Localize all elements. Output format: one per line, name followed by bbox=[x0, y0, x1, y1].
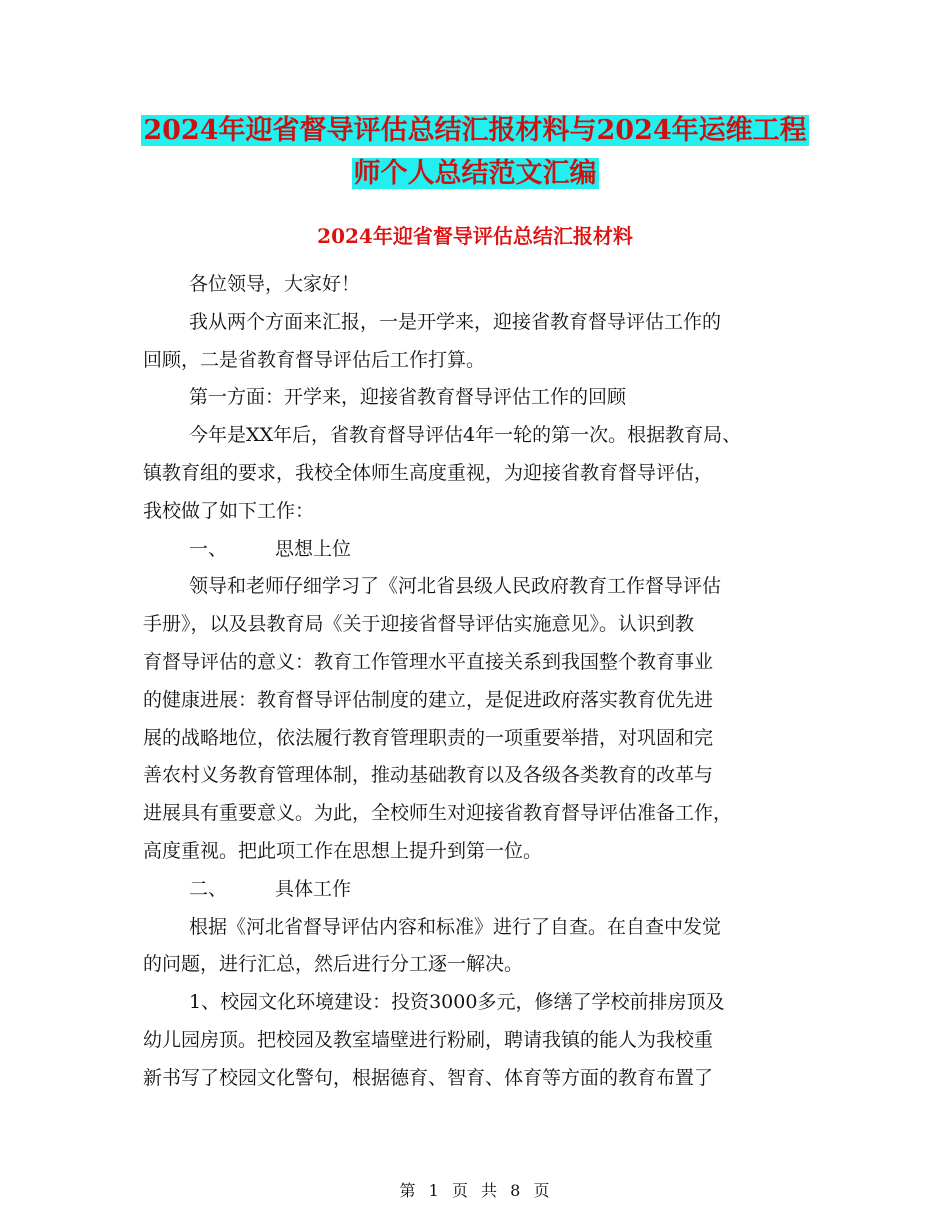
body-text bbox=[143, 266, 833, 1098]
footer-suffix: 页 bbox=[533, 1181, 551, 1200]
paragraph-line: 领导和老师仔细学习了《河北省县级人民政府教育工作督导评估 bbox=[189, 575, 722, 598]
paragraph-line: 的问题，进行汇总，然后进行分工逐一解决。 bbox=[143, 953, 524, 976]
paragraph-line: 善农村义务教育管理体制，推动基础教育以及各级各类教育的改革与 bbox=[143, 764, 714, 787]
numbered-heading-1 bbox=[143, 531, 833, 569]
paragraph-line: 新书写了校园文化警句，根据德育、智育、体育等方面的教育布置了 bbox=[143, 1066, 714, 1089]
heading-text: 具体工作 bbox=[275, 877, 352, 900]
paragraph-line: 我校做了如下工作： bbox=[143, 499, 315, 522]
document-title-line-1 bbox=[0, 113, 950, 149]
title-highlight-2: 师个人总结范文汇编 bbox=[353, 158, 597, 189]
footer-mid1: 页 bbox=[451, 1181, 469, 1200]
paragraph-line: 手册》，以及县教育局《关于迎接省督导评估实施意见》。认识到教 bbox=[143, 613, 695, 636]
paragraph-line: 镇教育组的要求，我校全体师生高度重视，为迎接省教育督导评估， bbox=[143, 461, 714, 484]
paragraph-line: 进展具有重要意义。为此，全校师生对迎接省教育督导评估准备工作， bbox=[143, 802, 733, 825]
paragraph-line: 1、校园文化环境建设：投资3000多元，修缮了学校前排房顶及 bbox=[189, 991, 725, 1014]
footer-mid2: 共 bbox=[481, 1181, 499, 1200]
footer-prefix: 第 bbox=[399, 1181, 417, 1200]
title-highlight-1: 2024年迎省督导评估总结汇报材料与2024年运维工程 bbox=[143, 115, 807, 146]
numbered-heading-2 bbox=[143, 871, 833, 909]
paragraph-line: 的健康进展：教育督导评估制度的建立，是促进政府落实教育优先进 bbox=[143, 688, 714, 711]
paragraph-line: 回顾，二是省教育督导评估后工作打算。 bbox=[143, 348, 486, 371]
page-number: 1 bbox=[428, 1181, 440, 1200]
paragraph-line: 高度重视。把此项工作在思想上提升到第一位。 bbox=[143, 839, 543, 862]
section-title: 2024年迎省督导评估总结汇报材料 bbox=[317, 224, 633, 248]
paragraph-line: 幼儿园房顶。把校园及教室墙壁进行粉刷，聘请我镇的能人为我校重 bbox=[143, 1028, 714, 1051]
document-title-line-2 bbox=[0, 156, 950, 192]
total-pages: 8 bbox=[510, 1181, 522, 1200]
paragraph-line: 展的战略地位，依法履行教育管理职责的一项重要举措，对巩固和完 bbox=[143, 726, 714, 749]
paragraph-line: 今年是XX年后，省教育督导评估4年一轮的第一次。根据教育局、 bbox=[189, 424, 742, 447]
page-footer bbox=[0, 1180, 950, 1202]
paragraph-line: 根据《河北省督导评估内容和标准》进行了自查。在自查中发觉 bbox=[189, 915, 722, 938]
section-heading: 第一方面：开学来，迎接省教育督导评估工作的回顾 bbox=[189, 386, 627, 409]
paragraph-line: 育督导评估的意义：教育工作管理水平直接关系到我国整个教育事业 bbox=[143, 650, 714, 673]
heading-number: 一、 bbox=[189, 537, 228, 560]
heading-text: 思想上位 bbox=[275, 537, 352, 560]
heading-number: 二、 bbox=[189, 877, 228, 900]
paragraph-line: 我从两个方面来汇报，一是开学来，迎接省教育督导评估工作的 bbox=[189, 310, 722, 333]
greeting: 各位领导，大家好！ bbox=[189, 273, 361, 295]
